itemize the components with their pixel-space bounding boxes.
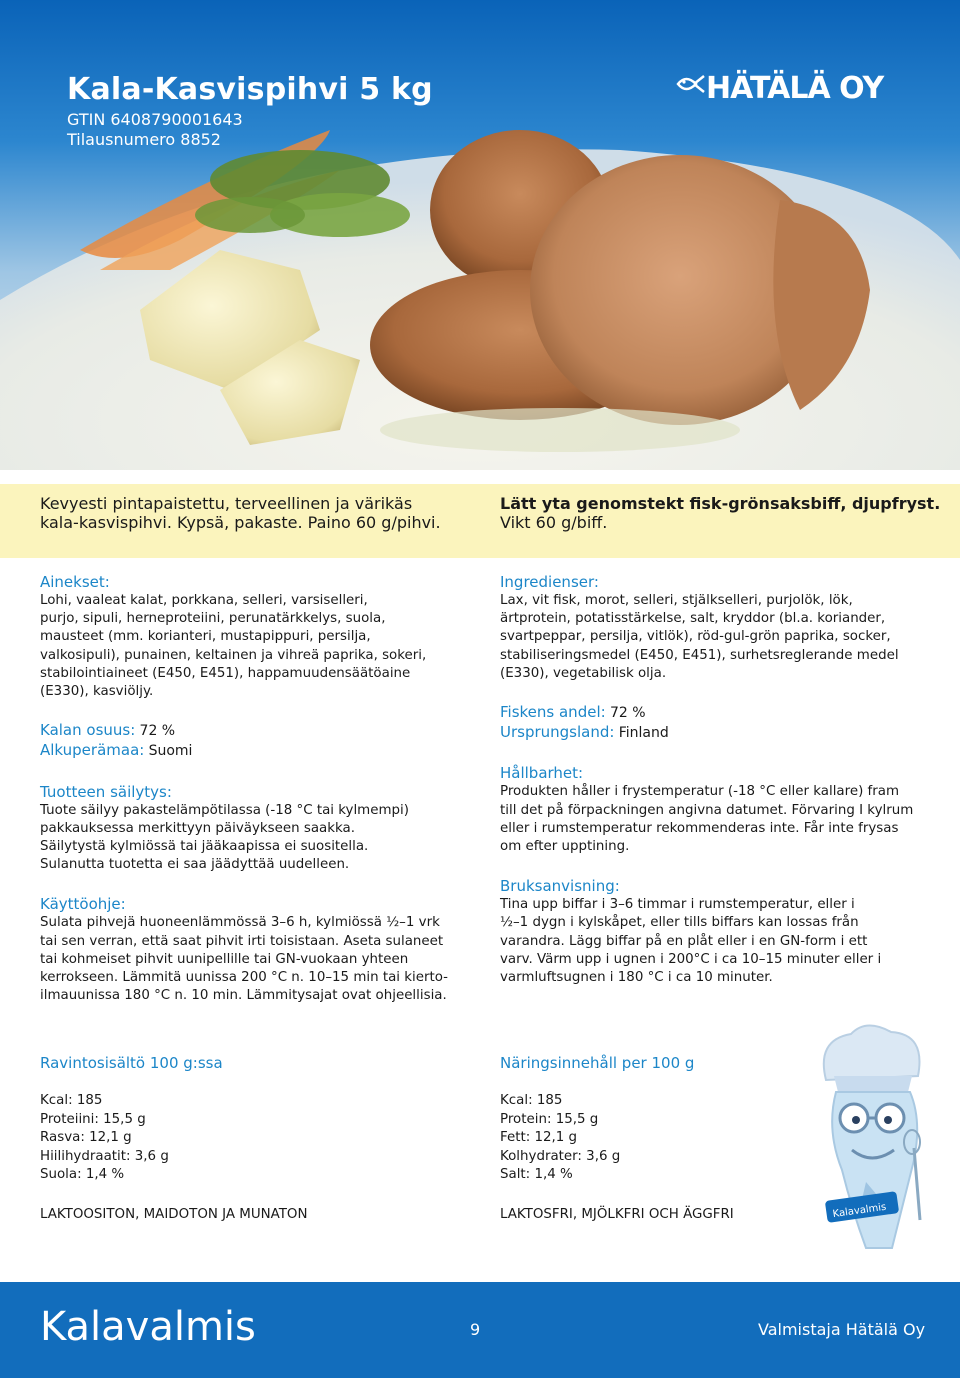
chef-fish-mascot-icon	[796, 1020, 946, 1256]
nutrition-fi-row: Kcal: 185	[40, 1093, 103, 1109]
sv-fish-value: 72 %	[609, 705, 646, 722]
fi-storage-line: Sulanutta tuotetta ei saa jäädyttää uudelleen.	[40, 857, 350, 873]
nutrition-fi-row: Rasva: 12,1 g	[40, 1130, 132, 1146]
fi-storage-heading: Tuotteen säilytys:	[40, 782, 172, 801]
finnish-column	[40, 572, 460, 1005]
sv-usage-line: Tina upp biffar i 3–6 timmar i rumstemperatur, eller i	[500, 897, 855, 913]
sv-storage-line: Produkten håller i frystemperatur (-18 °C eller kallare) fram	[500, 784, 900, 800]
sv-usage-line: varandra. Lägg biffar på en plåt eller i en GN-form i ett	[500, 933, 868, 949]
hatala-logo	[674, 40, 884, 114]
footer-brand: Kalavalmis	[40, 1304, 256, 1350]
nutrition-sv	[500, 1054, 800, 1225]
fi-ingredients-line: Lohi, vaaleat kalat, porkkana, selleri, varsiselleri,	[40, 593, 368, 608]
sv-usage-heading: Bruksanvisning:	[500, 877, 620, 896]
nutrition-sv-row: Fett: 12,1 g	[500, 1130, 578, 1146]
nutrition-sv-row: Salt: 1,4 %	[500, 1167, 573, 1183]
sv-fish-label: Fiskens andel:	[500, 703, 606, 722]
fi-ingredients-heading: Ainekset:	[40, 573, 110, 591]
fi-ingredients-line: mausteet (mm. korianteri, mustapippuri, persilja,	[40, 629, 371, 645]
fi-ingredients-line: purjo, sipuli, herneproteiini, perunatärkkelys, suola,	[40, 611, 386, 627]
fi-usage-line: Sulata pihvejä huoneenlämmössä 3–6 h, kylmiössä ½–1 vrk	[40, 915, 440, 931]
nutrition-sv-row: Protein: 15,5 g	[500, 1111, 599, 1127]
fi-origin-label: Alkuperämaa:	[40, 741, 145, 760]
product-title: Kala-Kasvispihvi 5 kg	[67, 72, 433, 107]
sv-storage-line: till det på förpackningen angivna datumet. Förvaring I kylrum	[500, 802, 914, 818]
fi-storage	[40, 802, 460, 875]
sv-ingredients-line: (E330), vegetabilisk olja.	[500, 665, 667, 681]
sv-usage-line: varmluftsugnen i 180 °C i ca 10 minuter.	[500, 970, 773, 986]
footer-manufacturer: Valmistaja Hätälä Oy	[758, 1320, 926, 1339]
nutrition-sv-row: Kolhydrater: 3,6 g	[500, 1148, 621, 1164]
nutrition-fi-row: Suola: 1,4 %	[40, 1167, 125, 1183]
sv-origin-value: Finland	[618, 725, 669, 742]
nutrition-fi-free-from: LAKTOOSITON, MAIDOTON JA MUNATON	[40, 1207, 308, 1223]
page-number: 9	[470, 1320, 481, 1339]
sv-storage-line: om efter upptining.	[500, 839, 630, 855]
summary-fi-line2: kala-kasvispihvi. Kypsä, pakaste. Paino 60 g/pihvi.	[40, 513, 441, 532]
sv-storage-heading: Hållbarhet:	[500, 764, 584, 783]
fi-storage-line: Tuote säilyy pakastelämpötilassa (-18 °C tai kylmempi)	[40, 802, 409, 818]
fi-fish-label: Kalan osuus:	[40, 721, 136, 740]
fi-origin	[40, 741, 460, 761]
fi-usage-line: kerrokseen. Lämmitä uunissa 200 °C n. 10–15 min tai kierto-	[40, 970, 449, 986]
hero-banner	[0, 0, 960, 470]
fi-usage-line: ilmauunissa 180 °C n. 10 min. Lämmitysajat ovat ohjeellisia.	[40, 988, 447, 1004]
fi-ingredients-line: (E330), kasviöljy.	[40, 684, 154, 700]
sv-fish-share	[500, 703, 920, 723]
nutrition-sv-title: Näringsinnehåll per 100 g	[500, 1054, 695, 1072]
fi-usage-line: tai sen verran, että saat pihvit irti toisistaan. Aseta sulaneet	[40, 933, 444, 949]
sv-origin	[500, 723, 920, 743]
fi-usage	[40, 914, 460, 1005]
summary-fi-line1: Kevyesti pintapaistettu, terveellinen ja värikäs	[40, 494, 413, 513]
sv-ingredients	[500, 592, 920, 683]
summary-fi	[40, 494, 460, 532]
nutrition-fi-row: Hiilihydraatit: 3,6 g	[40, 1148, 169, 1164]
fi-storage-line: Säilytystä kylmiössä tai jääkaapissa ei suositella.	[40, 839, 369, 855]
fi-ingredients	[40, 592, 460, 701]
fi-usage-line: tai kohmeiset pihvit uunipellille tai GN-vuokaan yhteen	[40, 951, 409, 967]
svg-text:HÄTÄLÄ OY: HÄTÄLÄ OY	[706, 71, 884, 106]
fi-fish-value: 72 %	[139, 723, 176, 740]
nutrition-sv-row: Kcal: 185	[500, 1093, 563, 1109]
sv-origin-label: Ursprungsland:	[500, 723, 615, 742]
fi-usage-heading: Käyttöohje:	[40, 895, 126, 914]
sv-ingredients-line: stabiliseringsmedel (E450, E451), surhetsreglerande medel	[500, 647, 899, 663]
sv-storage-line: eller i rumstemperatur rekommenderas inte. Får inte frysas	[500, 820, 899, 836]
nutrition-fi-title: Ravintosisältö 100 g:ssa	[40, 1054, 223, 1072]
summary-sv	[500, 494, 940, 532]
sv-ingredients-line: svartpeppar, persilja, vitlök), röd-gul-grön paprika, socker,	[500, 629, 891, 645]
fi-fish-share	[40, 721, 460, 741]
swedish-column	[500, 572, 920, 987]
sv-usage	[500, 896, 920, 987]
nutrition-sv-free-from: LAKTOSFRI, MJÖLKFRI OCH ÄGGFRI	[500, 1207, 734, 1223]
fi-origin-value: Suomi	[148, 743, 193, 760]
gtin-code: GTIN 6408790001643	[67, 110, 243, 129]
sv-storage	[500, 783, 920, 856]
sv-ingredients-line: Lax, vit fisk, morot, selleri, stjälkselleri, purjolök, lök,	[500, 593, 853, 608]
nutrition-fi-row: Proteiini: 15,5 g	[40, 1111, 146, 1127]
sv-ingredients-heading: Ingredienser:	[500, 573, 599, 591]
sv-usage-line: varv. Värm upp i ugnen i 200°C i ca 10–15 minuter eller i	[500, 951, 882, 967]
order-number: Tilausnumero 8852	[67, 130, 221, 149]
summary-sv-line1: Lätt yta genomstekt fisk-grönsaksbiff, djupfryst.	[500, 494, 941, 513]
nutrition-fi	[40, 1054, 440, 1225]
fi-ingredients-line: valkosipuli), punainen, keltainen ja vihreä paprika, sokeri,	[40, 647, 427, 663]
fi-ingredients-line: stabilointiaineet (E450, E451), happamuudensäätöaine	[40, 665, 411, 681]
sv-ingredients-line: ärtprotein, potatisstärkelse, salt, kryddor (bl.a. koriander,	[500, 611, 886, 627]
summary-sv-line2: Vikt 60 g/biff.	[500, 513, 608, 532]
svg-text:Kalavalmis: Kalavalmis	[832, 1201, 888, 1221]
sv-usage-line: ½–1 dygn i kylskåpet, eller tills biffars kan lossas från	[500, 915, 859, 931]
fi-storage-line: pakkauksessa merkittyyn päiväykseen saakka.	[40, 820, 355, 836]
